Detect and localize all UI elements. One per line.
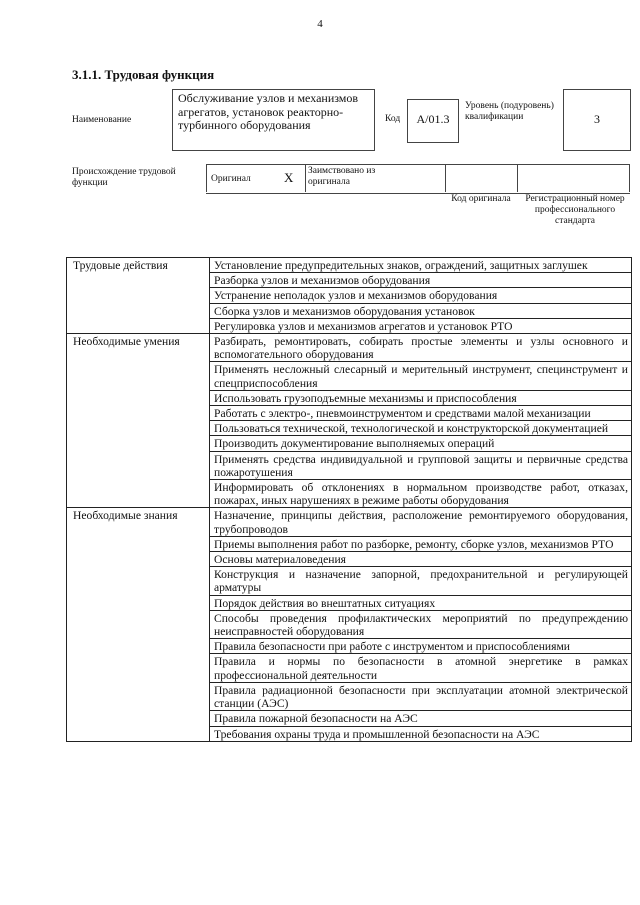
- origin-row: [206, 164, 630, 194]
- original-mark: X: [284, 170, 294, 185]
- item-cell: Применять средства индивидуальной и групповой защиты и первичные средства пожаротушения: [210, 451, 632, 479]
- code-label: Код: [385, 114, 401, 124]
- function-name: Обслуживание узлов и механизмов агрегатов, установок реакторно-турбинного оборудования: [178, 91, 359, 132]
- name-label: Наименование: [72, 115, 132, 125]
- code-original-caption: Код оригинала: [451, 194, 511, 204]
- code-value: А/01.3: [416, 112, 450, 126]
- item-cell: Приемы выполнения работ по разборке, ремонту, сборке узлов, механизмов РТО: [210, 536, 632, 551]
- item-cell: Правила пожарной безопасности на АЭС: [210, 711, 632, 726]
- category-cell: Необходимые знания: [67, 508, 210, 741]
- item-cell: Правила и нормы по безопасности в атомной энергетике в рамках профессиональной деятельности: [210, 654, 632, 682]
- item-cell: Способы проведения профилактических мероприятий по предупреждению неисправностей оборудования: [210, 610, 632, 638]
- item-cell: Использовать грузоподъемные механизмы и приспособления: [210, 390, 632, 405]
- item-cell: Разбирать, ремонтировать, собирать простые элементы и узлы основного и вспомогательного оборудования: [210, 334, 632, 362]
- item-cell: Основы материаловедения: [210, 552, 632, 567]
- item-cell: Информировать об отклонениях в нормальном производстве работ, отказах, пожарах, иных нарушениях в режиме работы оборудования: [210, 480, 632, 508]
- page-number: 4: [317, 18, 323, 30]
- reg-number-caption: Регистрационный номер профессионального стандарта: [525, 194, 625, 226]
- category-cell: Необходимые умения: [67, 334, 210, 508]
- item-cell: Применять несложный слесарный и мерительный инструмент, специнструмент и спецприспособления: [210, 362, 632, 390]
- item-cell: Устранение неполадок узлов и механизмов оборудования: [210, 288, 632, 303]
- level-box: [563, 89, 631, 151]
- item-cell: Работать с электро-, пневмоинструментом и средствами малой механизации: [210, 406, 632, 421]
- item-cell: Пользоваться технической, технологической и конструкторской документацией: [210, 421, 632, 436]
- borrowed-label: Заимствовано из оригинала: [308, 166, 376, 187]
- item-cell: Назначение, принципы действия, расположение ремонтируемого оборудования, трубопроводов: [210, 508, 632, 536]
- item-cell: Правила радиационной безопасности при эксплуатации атомной электрической станции (АЭС): [210, 682, 632, 710]
- item-cell: Сборка узлов и механизмов оборудования установок: [210, 303, 632, 318]
- table-row: [67, 508, 632, 536]
- item-cell: Установление предупредительных знаков, ограждений, защитных заглушек: [210, 258, 632, 273]
- item-cell: Регулировка узлов и механизмов агрегатов и установок РТО: [210, 318, 632, 333]
- item-cell: Производить документирование выполняемых операций: [210, 436, 632, 451]
- item-cell: Разборка узлов и механизмов оборудования: [210, 273, 632, 288]
- item-cell: Порядок действия во внештатных ситуациях: [210, 595, 632, 610]
- original-label: Оригинал: [211, 174, 251, 184]
- level-label: Уровень (подуровень) квалификации: [465, 101, 554, 122]
- table-row: [67, 334, 632, 362]
- code-box: [407, 99, 459, 143]
- item-cell: Правила безопасности при работе с инструментом и приспособлениями: [210, 639, 632, 654]
- table-row: [67, 258, 632, 273]
- competency-table: [66, 257, 632, 742]
- item-cell: Требования охраны труда и промышленной безопасности на АЭС: [210, 726, 632, 741]
- level-value: 3: [594, 112, 600, 126]
- item-cell: Конструкция и назначение запорной, предохранительной и регулирующей арматуры: [210, 567, 632, 595]
- name-box: [172, 89, 375, 151]
- category-cell: Трудовые действия: [67, 258, 210, 334]
- origin-label: Происхождение трудовой функции: [72, 167, 176, 188]
- section-heading: 3.1.1. Трудовая функция: [72, 67, 215, 82]
